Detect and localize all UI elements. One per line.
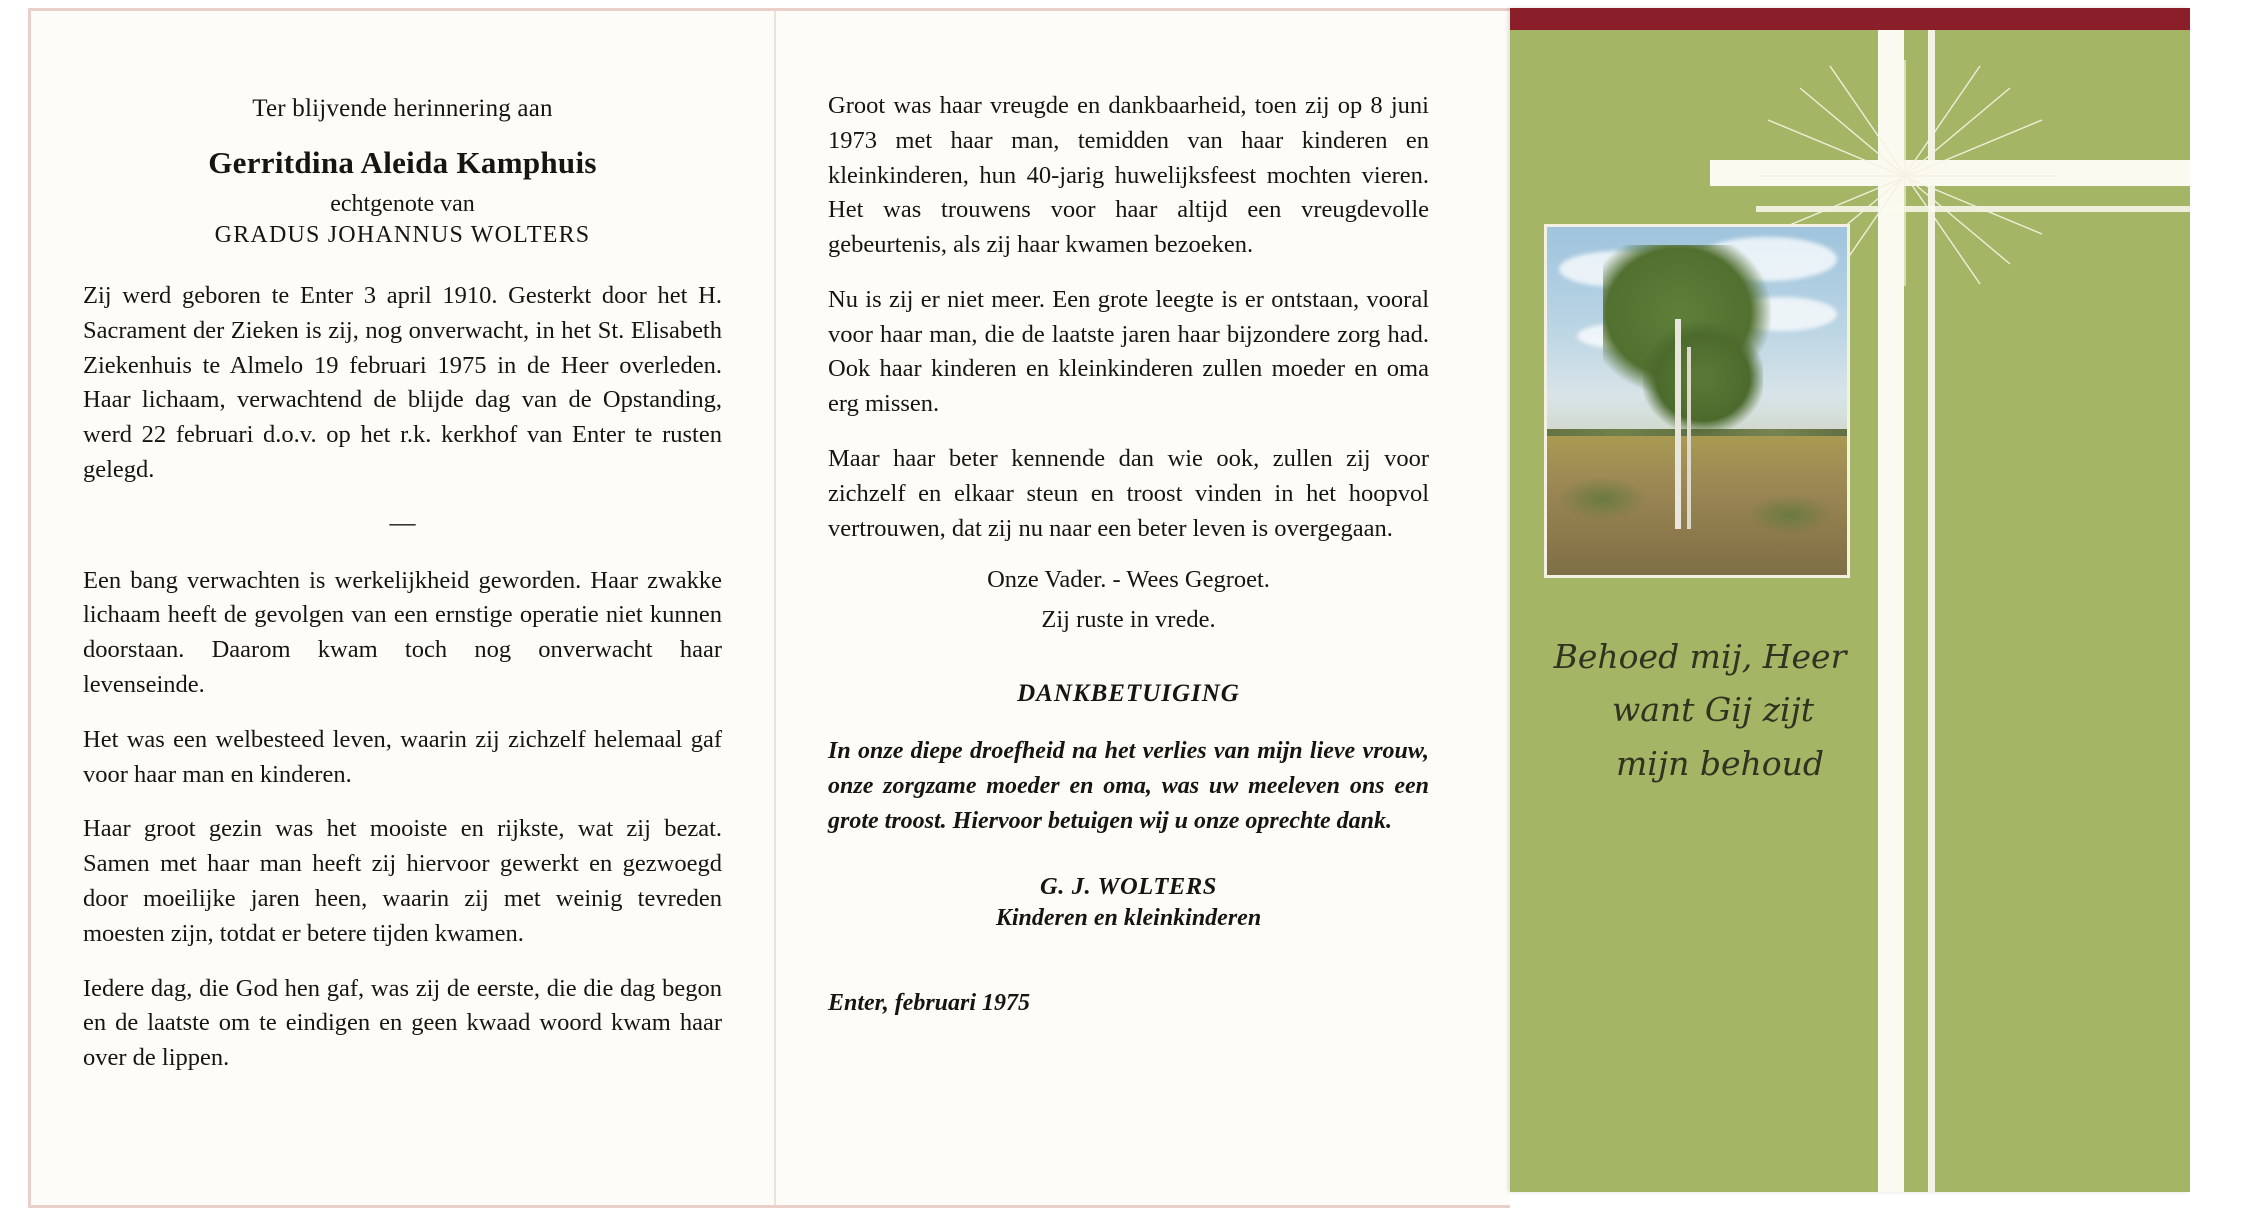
photo-tree-canopy-lower: [1643, 323, 1763, 433]
photo-birch-trunk: [1675, 319, 1681, 529]
cover-background: [1510, 30, 2190, 1192]
paragraph: Groot was haar vreugde en dankbaarheid, toen zij op 8 juni 1973 met haar man, temidden van haar kinderen en kleinkinderen, hun 40-jarig huwelijksfeest mochten vieren. Het was trouwens voor haar altijd een vreugdevolle gebeurtenis, als zij haar kwamen bezoeken.: [828, 92, 1429, 259]
paragraph: Nu is zij er niet meer. Een grote leegte is er ontstaan, vooral voor haar man, die de laatste jaren haar bijzondere zorg had. Ook haar kinderen en kleinkinderen zullen moeder en oma erg missen.: [828, 285, 1429, 418]
cover-verse: [1550, 630, 1850, 790]
deceased-name: Gerritdina Aleida Kamphuis: [208, 145, 597, 180]
place-date: Enter, februari 1975: [828, 989, 1031, 1016]
photo-birch-trunk-second: [1687, 347, 1691, 529]
paragraph: Iedere dag, die God hen gaf, was zij de eerste, die die dag begon en de laatste om te eindigen en geen kwaad woord kwam haar over de lippen.: [83, 974, 722, 1072]
spouse-name: GRADUS JOHANNUS WOLTERS: [214, 222, 591, 248]
cross-vertical-bar-icon: [1878, 30, 1904, 1192]
photo-shrub: [1557, 477, 1647, 521]
left-text-panel: [31, 11, 776, 1205]
card-cover-leaf: [1510, 8, 2190, 1192]
paragraph: Een bang verwachten is werkelijkheid geworden. Haar zwakke lichaam heeft de gevolgen van een ernstige operatie niet kunnen doorstaan. Daarom kwam toch nog onverwacht haar levenseinde.: [83, 566, 722, 699]
signature-family: Kinderen en kleinkinderen: [995, 904, 1262, 931]
paragraph: Het was een welbesteed leven, waarin zij zichzelf helemaal gaf voor haar man en kinderen.: [83, 725, 722, 788]
thanks-body: In onze diepe droefheid na het verlies van mijn lieve vrouw, onze zorgzame moeder en oma, was uw meeleven ons een grote troost. Hiervoor betuigen wij u onze oprechte dank.: [828, 738, 1429, 834]
cross-horizontal-bar-icon: [1710, 160, 2190, 186]
heath-landscape-photo: [1544, 224, 1850, 578]
relation-label: echtgenote van: [330, 191, 475, 217]
cross-vertical-thin-line-icon: [1928, 30, 1935, 1192]
rest-in-peace-line: Zij ruste in vrede.: [1041, 606, 1216, 634]
signature-name: G. J. WOLTERS: [1039, 872, 1218, 900]
paragraph: Haar groot gezin was het mooiste en rijkste, wat zij bezat. Samen met haar man heeft zij hiervoor gewerkt en gezwoegd door moeilijke jaren heen, waarin zij met weinig tevreden moesten zijn, totdat er betere tijden kwamen.: [83, 815, 722, 947]
thanks-heading: DANKBETUIGING: [1017, 680, 1240, 708]
intro-line: Ter blijvende herinnering aan: [252, 95, 553, 122]
divider-dash: —: [389, 507, 416, 537]
paragraph: Maar haar beter kennende dan wie ook, zullen zij voor zichzelf en elkaar steun en troost vinden in het hoopvol vertrouwen, dat zij nu naar een beter leven is overgegaan.: [828, 445, 1429, 542]
right-text-panel: [776, 11, 1481, 1205]
cross-horizontal-thin-line-icon: [1756, 206, 2190, 212]
prayer-line: Onze Vader. - Wees Gegroet.: [987, 566, 1270, 594]
paragraph: Zij werd geboren te Enter 3 april 1910. Gesterkt door het H. Sacrament der Zieken is zij, nog onverwacht, in het St. Elisabeth Ziekenhuis te Almelo 19 februari 1975 in de Heer overleden. Haar lichaam, verwachtend de blijde dag van de Opstanding, werd 22 februari d.o.v. op het r.k. kerkhof van Enter te rusten gelegd.: [83, 282, 722, 483]
cover-verse-line-3: mijn behoud: [1616, 743, 1824, 783]
cover-verse-line-2: want Gij zijt: [1612, 690, 1814, 730]
card-text-leaf: [28, 8, 1510, 1208]
cover-top-band: [1510, 8, 2190, 30]
cover-verse-line-1: Behoed mij, Heer: [1553, 637, 1847, 676]
photo-shrub: [1747, 495, 1833, 535]
